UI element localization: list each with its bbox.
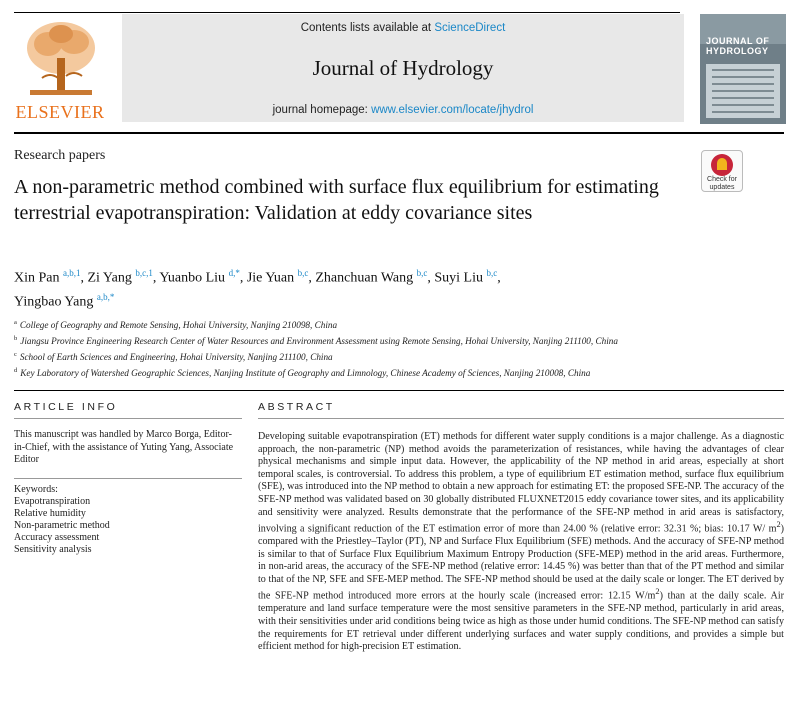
- author-separator: ,: [497, 270, 501, 286]
- cover-text-line: [712, 104, 774, 106]
- affiliation-key: d: [14, 367, 18, 375]
- author-separator: ,: [152, 270, 160, 286]
- keyword-item[interactable]: Evapotranspiration: [14, 496, 91, 507]
- affiliation-item: [14, 332, 774, 348]
- keywords-rule: [14, 478, 242, 479]
- author-affiliation-marker[interactable]: a,b,*: [96, 291, 115, 302]
- affiliation-text: School of Earth Sciences and Engineering, Hohai University, Nanjing 211100, China: [19, 352, 333, 363]
- author-affiliation-marker[interactable]: b,c: [297, 268, 309, 278]
- article-title: A non-parametric method combined with surface flux equilibrium for estimating terrestrial evapotranspiration: Validation at eddy covariance sites: [14, 176, 659, 224]
- author-name[interactable]: Zhanchuan Wang: [315, 270, 414, 286]
- author-name[interactable]: Suyi Liu: [434, 270, 483, 286]
- author-name[interactable]: Xin Pan: [14, 270, 60, 286]
- cover-contents-panel: [706, 64, 780, 118]
- cover-title: [706, 36, 769, 56]
- affiliation-text: Key Laboratory of Watershed Geographic Sciences, Nanjing Institute of Geography and Limnology, Chinese Academy of Sciences, Nanjing 210008, China: [20, 368, 591, 379]
- keywords-list: [14, 496, 242, 556]
- cover-title-line1: JOURNAL OF: [706, 36, 770, 46]
- affiliation-text: Jiangsu Province Engineering Research Center of Water Resources and Environment Assessment using Remote Sensing, Hohai University, Nanjing 211100, China: [20, 336, 618, 347]
- elsevier-logo[interactable]: [14, 18, 106, 122]
- cover-text-line: [712, 111, 774, 113]
- check-for-updates-icon: [711, 154, 733, 176]
- check-for-updates-button[interactable]: [701, 150, 743, 192]
- homepage-prefix: journal homepage:: [272, 104, 372, 116]
- check-for-updates-label: Check for updates: [707, 176, 737, 191]
- author-affiliation-marker[interactable]: b,c,1: [135, 268, 153, 278]
- abstract-superscript: 2: [655, 587, 660, 597]
- journal-banner: [122, 14, 684, 122]
- contents-prefix: Contents lists available at: [300, 22, 435, 34]
- keyword-item[interactable]: Non-parametric method: [14, 520, 110, 532]
- publisher-name: ELSEVIER: [15, 102, 105, 122]
- author-separator: ,: [80, 270, 88, 286]
- author-affiliation-marker[interactable]: a,b,1: [63, 268, 81, 278]
- abstract-text-part1: Developing suitable evapotranspiration (ET) methods for different water supply conditions is a major challenge. As a diagnostic approach, the non-parametric (NP) method avoids the parameterization of resistances, while having the advantages of clear physical mechanisms and simple input data. However, the applicability of the NP method in arid areas, especially at short temporal scales, is controversial. To address this problem, a type of equilibrium ET estimation method, surface flux equilibrium (SFE), was introduced into the NP method to obtain a new approach for estimating ET: the proposed SFE-NP. The accuracy of the SFE-NP method was validated based on 30 globally distributed FLUXNET2015 eddy covariance tower sites, and its applicability and sensitivity were analyzed. Results demonstrate that the performance of the SFE-NP method in arid areas is satisfactory, involving a significant reduction of the ET estimation error of more than 24.00 % (relative error: 32.31 %; bias: 10.17 W/: [258, 431, 784, 535]
- author-name[interactable]: Zi Yang: [87, 270, 132, 286]
- keywords-heading: Keywords:: [14, 484, 58, 495]
- author-list: [14, 264, 694, 311]
- author-separator: ,: [308, 270, 316, 286]
- contents-availability: [122, 22, 684, 34]
- affiliation-item: [14, 316, 774, 332]
- author-separator: ,: [239, 270, 247, 286]
- front-matter-rule: [14, 390, 784, 391]
- keyword-item[interactable]: Sensitivity analysis: [14, 544, 92, 556]
- affiliation-key: a: [14, 319, 17, 326]
- editor-note: This manuscript was handled by Marco Borga, Editor-in-Chief, with the assistance of Yuting Yang, Associate Editor: [14, 429, 234, 465]
- article-info-heading: ARTICLE INFO: [14, 401, 118, 413]
- abstract-text-part3: ) compared with the Priestley–Taylor (PT), NP and Surface Flux Equilibrium (SFE) methods. And the accuracy of SFE-NP method is similar to that of Surface Flux Equilibrium Maximum Entropy Production (SFE-MEP) method in the arid areas. Furthermore, in non-arid areas, the accuracy of the SFE-NP method (relative error: 14.45 %) was better than that of the PT method and similar to that of the NP, SFE and SFE-MEP method. The SFE-NP method should be used at the daily scale or longer. The ET derived by the SFE-NP method introduced more errors at the hourly scale (increased error: 12.15 W/m: [258, 523, 785, 602]
- elsevier-tree-icon: [22, 18, 100, 100]
- journal-title[interactable]: Journal of Hydrology: [312, 56, 494, 80]
- author-name[interactable]: Jie Yuan: [246, 270, 295, 286]
- homepage-link[interactable]: www.elsevier.com/locate/jhydrol: [371, 104, 534, 116]
- author-affiliation-marker[interactable]: d,*: [228, 268, 240, 278]
- header-bottom-rule: [14, 132, 784, 134]
- keyword-item[interactable]: Accuracy assessment: [14, 532, 100, 544]
- author-name[interactable]: Yingbao Yang: [14, 294, 94, 310]
- keyword-item[interactable]: Relative humidity: [14, 508, 86, 520]
- header-top-rule: [14, 12, 680, 13]
- sciencedirect-link[interactable]: ScienceDirect: [434, 22, 506, 34]
- abstract-text-part4: ) than at the daily scale. Air temperature and land surface temperature were the most sensitive parameters in the SFE-NP method, particularly in arid areas, with their sensitivities under arid conditions being twice as high as those under humid conditions. The SFE-NP method can satisfy the requirements for ET retrieval under different underlying surfaces and water supply conditions, and provides a simple but efficient method for high-precision ET estimation.: [258, 590, 785, 653]
- cover-text-line: [712, 90, 774, 92]
- author-name[interactable]: Yuanbo Liu: [159, 270, 226, 286]
- abstract-body: [258, 431, 784, 654]
- cover-text-line: [712, 76, 774, 78]
- affiliation-key: c: [14, 351, 17, 359]
- cover-text-line: [712, 97, 774, 99]
- cover-text-line: [712, 83, 774, 85]
- abstract-superscript: 2: [776, 520, 781, 530]
- journal-cover-thumbnail[interactable]: [700, 14, 786, 124]
- abstract-rule: [258, 418, 784, 419]
- affiliation-item: [14, 364, 774, 380]
- cover-text-line: [712, 69, 774, 71]
- author-separator: ,: [427, 270, 435, 286]
- affiliation-key: b: [14, 335, 18, 343]
- author-affiliation-marker[interactable]: b,c: [416, 268, 428, 278]
- article-section-label: Research papers: [14, 148, 106, 163]
- cover-title-line2: HYDROLOGY: [706, 46, 769, 56]
- affiliation-list: [14, 316, 774, 380]
- affiliation-item: [14, 348, 774, 364]
- journal-homepage: [122, 104, 684, 116]
- abstract-text-part2: m: [768, 523, 777, 535]
- author-affiliation-marker[interactable]: b,c: [486, 268, 498, 278]
- affiliation-text: College of Geography and Remote Sensing, Hohai University, Nanjing 210098, China: [19, 320, 338, 331]
- abstract-heading: ABSTRACT: [258, 401, 335, 413]
- article-info-rule: [14, 418, 242, 419]
